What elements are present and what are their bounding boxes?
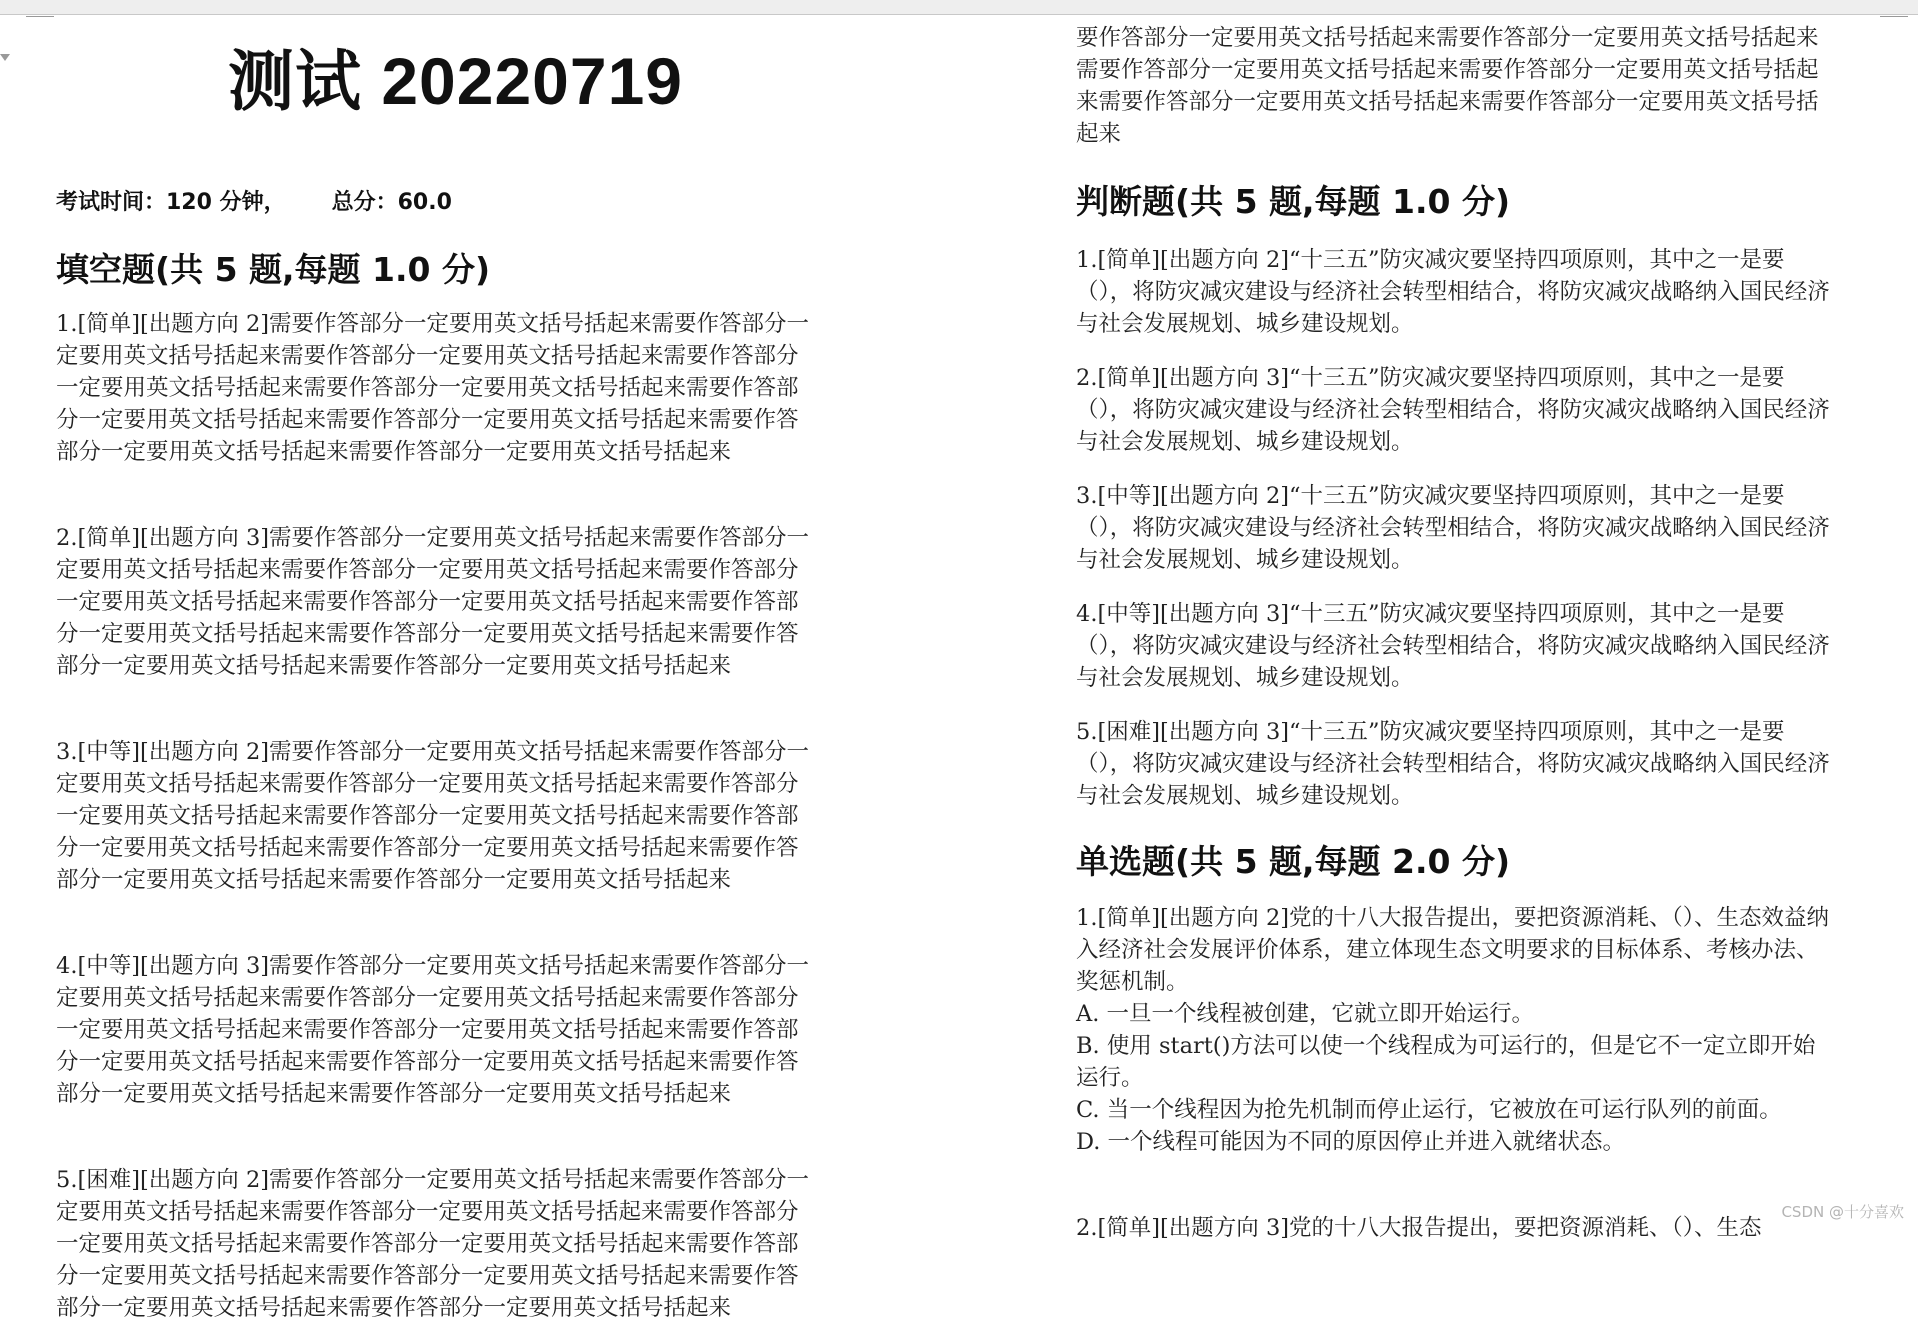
question-text: 5.[困难][出题方向 3]“十三五”防灾减灾要坚持四项原则，其中之一是要（），将防灾减灾建设与经济社会转型相结合，将防灾减灾战略纳入国民经济与社会发展规划、城乡建设规划。 xyxy=(1076,719,1830,809)
choice-question-2-partial xyxy=(1076,1212,1834,1241)
choice-question-1 xyxy=(1076,902,1834,1158)
question-text: 1.[简单][出题方向 2]党的十八大报告提出，要把资源消耗、（）、生态效益纳入经济社会发展评价体系，建立体现生态文明要求的目标体系、考核办法、奖惩机制。 xyxy=(1076,905,1830,995)
question-text: 3.[中等][出题方向 2]“十三五”防灾减灾要坚持四项原则，其中之一是要（），将防灾减灾建设与经济社会转型相结合，将防灾减灾战略纳入国民经济与社会发展规划、城乡建设规划。 xyxy=(1076,483,1830,573)
fill-question-1 xyxy=(56,308,814,468)
page-corner-mark xyxy=(26,16,54,27)
exam-time: 考试时间：120 分钟， xyxy=(56,190,286,215)
judge-question-2 xyxy=(1076,362,1834,458)
question-text: 4.[中等][出题方向 3]“十三五”防灾减灾要坚持四项原则，其中之一是要（），将防灾减灾建设与经济社会转型相结合，将防灾减灾战略纳入国民经济与社会发展规划、城乡建设规划。 xyxy=(1076,601,1830,691)
choice-section-heading: 单选题(共 5 题,每题 2.0 分) xyxy=(1076,842,1511,881)
question-text-continued: 要作答部分一定要用英文括号括起来需要作答部分一定要用英文括号括起来需要作答部分一定要用英文括号括起来需要作答部分一定要用英文括号括起来需要作答部分一定要用英文括号括起来需要作答部分一定要用英文括号括起来 xyxy=(1076,25,1819,147)
fill-section-heading: 填空题(共 5 题,每题 1.0 分) xyxy=(56,250,491,289)
fill-question-3 xyxy=(56,736,814,896)
judge-question-5 xyxy=(1076,716,1834,812)
option-a: A. 一旦一个线程被创建，它就立即开始运行。 xyxy=(1076,1001,1535,1027)
fill-question-5 xyxy=(56,1164,814,1321)
question-text: 4.[中等][出题方向 3]需要作答部分一定要用英文括号括起来需要作答部分一定要用英文括号括起来需要作答部分一定要用英文括号括起来需要作答部分一定要用英文括号括起来需要作答部分一定要用英文括号括起来需要作答部分一定要用英文括号括起来需要作答部分一定要用英文括号括起来需要作答部分一定要用英文括号括起来需要作答部分一定要用英文括号括起来 xyxy=(56,953,810,1107)
fill-question-4 xyxy=(56,950,814,1110)
total-score: 总分：60.0 xyxy=(331,190,452,215)
judge-question-1 xyxy=(1076,244,1834,340)
question-text: 3.[中等][出题方向 2]需要作答部分一定要用英文括号括起来需要作答部分一定要用英文括号括起来需要作答部分一定要用英文括号括起来需要作答部分一定要用英文括号括起来需要作答部分一定要用英文括号括起来需要作答部分一定要用英文括号括起来需要作答部分一定要用英文括号括起来需要作答部分一定要用英文括号括起来需要作答部分一定要用英文括号括起来 xyxy=(56,739,810,893)
question-text: 2.[简单][出题方向 3]“十三五”防灾减灾要坚持四项原则，其中之一是要（），将防灾减灾建设与经济社会转型相结合，将防灾减灾战略纳入国民经济与社会发展规划、城乡建设规划。 xyxy=(1076,365,1830,455)
judge-question-4 xyxy=(1076,598,1834,694)
question-text: 1.[简单][出题方向 2]“十三五”防灾减灾要坚持四项原则，其中之一是要（），将防灾减灾建设与经济社会转型相结合，将防灾减灾战略纳入国民经济与社会发展规划、城乡建设规划。 xyxy=(1076,247,1830,337)
question-text: 5.[困难][出题方向 2]需要作答部分一定要用英文括号括起来需要作答部分一定要用英文括号括起来需要作答部分一定要用英文括号括起来需要作答部分一定要用英文括号括起来需要作答部分一定要用英文括号括起来需要作答部分一定要用英文括号括起来需要作答部分一定要用英文括号括起来需要作答部分一定要用英文括号括起来需要作答部分一定要用英文括号括起来 xyxy=(56,1167,810,1321)
option-c: C. 当一个线程因为抢先机制而停止运行，它被放在可运行队列的前面。 xyxy=(1076,1097,1782,1123)
watermark: CSDN @十分喜欢 xyxy=(1781,1203,1904,1221)
margin-collapse-arrow-icon[interactable] xyxy=(0,54,10,61)
fill-question-2 xyxy=(56,522,814,682)
page-corner-mark-right xyxy=(1880,16,1908,27)
question-text: 1.[简单][出题方向 2]需要作答部分一定要用英文括号括起来需要作答部分一定要用英文括号括起来需要作答部分一定要用英文括号括起来需要作答部分一定要用英文括号括起来需要作答部分一定要用英文括号括起来需要作答部分一定要用英文括号括起来需要作答部分一定要用英文括号括起来需要作答部分一定要用英文括号括起来需要作答部分一定要用英文括号括起来 xyxy=(56,311,810,465)
judge-question-3 xyxy=(1076,480,1834,576)
window-top-bar xyxy=(0,0,1918,15)
question-text: 2.[简单][出题方向 3]需要作答部分一定要用英文括号括起来需要作答部分一定要用英文括号括起来需要作答部分一定要用英文括号括起来需要作答部分一定要用英文括号括起来需要作答部分一定要用英文括号括起来需要作答部分一定要用英文括号括起来需要作答部分一定要用英文括号括起来需要作答部分一定要用英文括号括起来需要作答部分一定要用英文括号括起来 xyxy=(56,525,810,679)
option-b: B. 使用 start()方法可以使一个线程成为可运行的，但是它不一定立即开始运行。 xyxy=(1076,1033,1816,1091)
fill-question-5-continued xyxy=(1076,22,1834,150)
exam-meta xyxy=(56,185,452,216)
question-text: 2.[简单][出题方向 3]党的十八大报告提出，要把资源消耗、（）、生态 xyxy=(1076,1215,1762,1241)
judge-section-heading: 判断题(共 5 题,每题 1.0 分) xyxy=(1076,182,1511,221)
option-d: D. 一个线程可能因为不同的原因停止并进入就绪状态。 xyxy=(1076,1129,1626,1155)
document-title: 测试 20220719 xyxy=(228,44,683,118)
